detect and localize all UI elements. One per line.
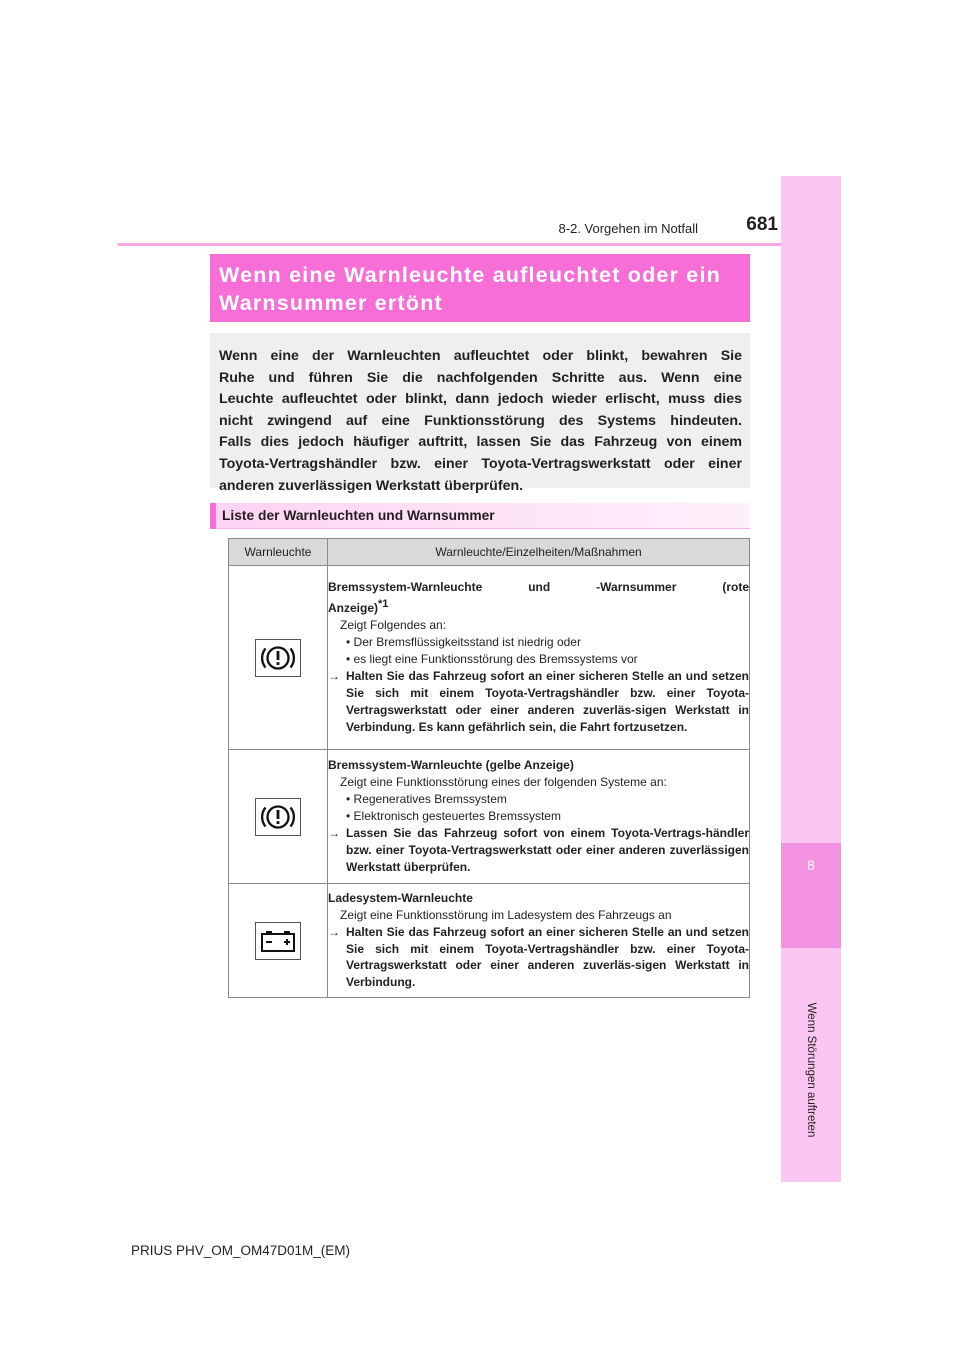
subheading-accent [210,503,216,529]
row-action [328,924,749,992]
table-header-row [229,539,750,566]
icon-cell [229,884,328,998]
row-action-text: Halten Sie das Fahrzeug sofort an einer sicheren Stelle an und setzen Sie sich mit einem Toyota-Vertragshändler bzw. einer Toyota-Vertragswerkstatt oder einer anderen zuverläs-sigen Werkstatt in Verbindung. [346,924,749,990]
row-action [328,668,749,736]
table-row [229,750,750,884]
intro-line: Ruhe und führen Sie die nachfolgenden Schritte aus. Wenn eine [219,369,742,386]
row-subtitle: Zeigt eine Funktionsstörung eines der folgenden Systeme an: [340,775,667,790]
table-row [229,566,750,750]
intro-line: Toyota-Vertragshändler bzw. einer Toyota-Vertragswerkstatt oder einer [219,455,742,472]
intro-line: nicht zwingend auf eine Funktionsstörung des Systems hindeuten. [219,412,742,429]
description-cell [328,566,750,750]
page-title [210,254,750,322]
brake-warning-icon [255,798,301,836]
row-title: Bremssystem-Warnleuchte und -Warnsummer (rote [328,580,749,595]
page-title-line-1: Wenn eine Warnleuchte aufleuchtet oder ein [219,263,721,287]
row-title-cont [328,596,749,617]
row-subtitle: Zeigt eine Funktionsstörung im Ladesystem des Fahrzeugs an [340,907,672,922]
row-title: Ladesystem-Warnleuchte [328,890,473,905]
intro-line: Falls dies jedoch häufiger auftritt, lassen Sie das Fahrzeug von einem [219,434,742,451]
row-bullet: • Regeneratives Bremssystem [346,792,507,807]
chapter-number: 8 [807,857,815,873]
arrow-icon: → [328,924,340,939]
description-cell [328,750,750,884]
section-header: 8-2. Vorgehen im Notfall [558,221,698,236]
subheading: Liste der Warnleuchten und Warnsummer [222,508,495,523]
intro-paragraph [210,333,750,494]
footnote-marker: *1 [378,598,389,611]
row-subtitle: Zeigt Folgendes an: [340,618,447,633]
table-header-details: Warnleuchte/Einzelheiten/Maßnahmen [328,539,750,566]
chapter-title-vertical: Wenn Störungen auftreten [805,1002,817,1138]
description-cell [328,884,750,998]
table-row [229,884,750,998]
arrow-icon: → [328,668,340,683]
arrow-icon: → [328,825,340,840]
row-action-text: Halten Sie das Fahrzeug sofort an einer sicheren Stelle an und setzen Sie sich mit einem Toyota-Vertragshändler bzw. einer Toyota-Vertragswerkstatt oder einer anderen zuverläs-sigen Werkstatt in Verbindung. Es kann gefährlich sein, die Fahrt fortzusetzen. [346,668,749,734]
battery-icon [255,922,301,960]
icon-cell [229,566,328,750]
page-title-line-2: Warnsummer ertönt [219,291,443,315]
warning-light-table [228,538,750,998]
header-rule [118,243,781,246]
row-action [328,825,749,876]
row-title-line-2: Anzeige) [328,601,379,616]
row-action-text: Lassen Sie das Fahrzeug sofort von einem Toyota-Vertrags-händler bzw. einer Toyota-Vertragswerkstatt oder einer anderen zuverlässigen Werkstatt überprüfen. [346,825,749,874]
row-bullet: • es liegt eine Funktionsstörung des Bremssystems vor [346,652,638,667]
table-header-light: Warnleuchte [229,539,328,566]
page-number: 681 [746,214,778,235]
icon-cell [229,750,328,884]
brake-warning-icon [255,639,301,677]
row-bullet: • Elektronisch gesteuertes Bremssystem [346,809,561,824]
row-title: Bremssystem-Warnleuchte (gelbe Anzeige) [328,758,574,773]
intro-line: anderen zuverlässigen Werkstatt überprüfen. [219,477,524,494]
row-bullet: • Der Bremsflüssigkeitsstand ist niedrig oder [346,635,581,650]
intro-line: Leuchte aufleuchtet oder blinkt, dann jedoch wieder erlischt, muss dies [219,391,742,408]
intro-line: Wenn eine der Warnleuchten aufleuchtet oder blinkt, bewahren Sie [219,348,742,364]
document-footer: PRIUS PHV_OM_OM47D01M_(EM) [131,1243,351,1258]
